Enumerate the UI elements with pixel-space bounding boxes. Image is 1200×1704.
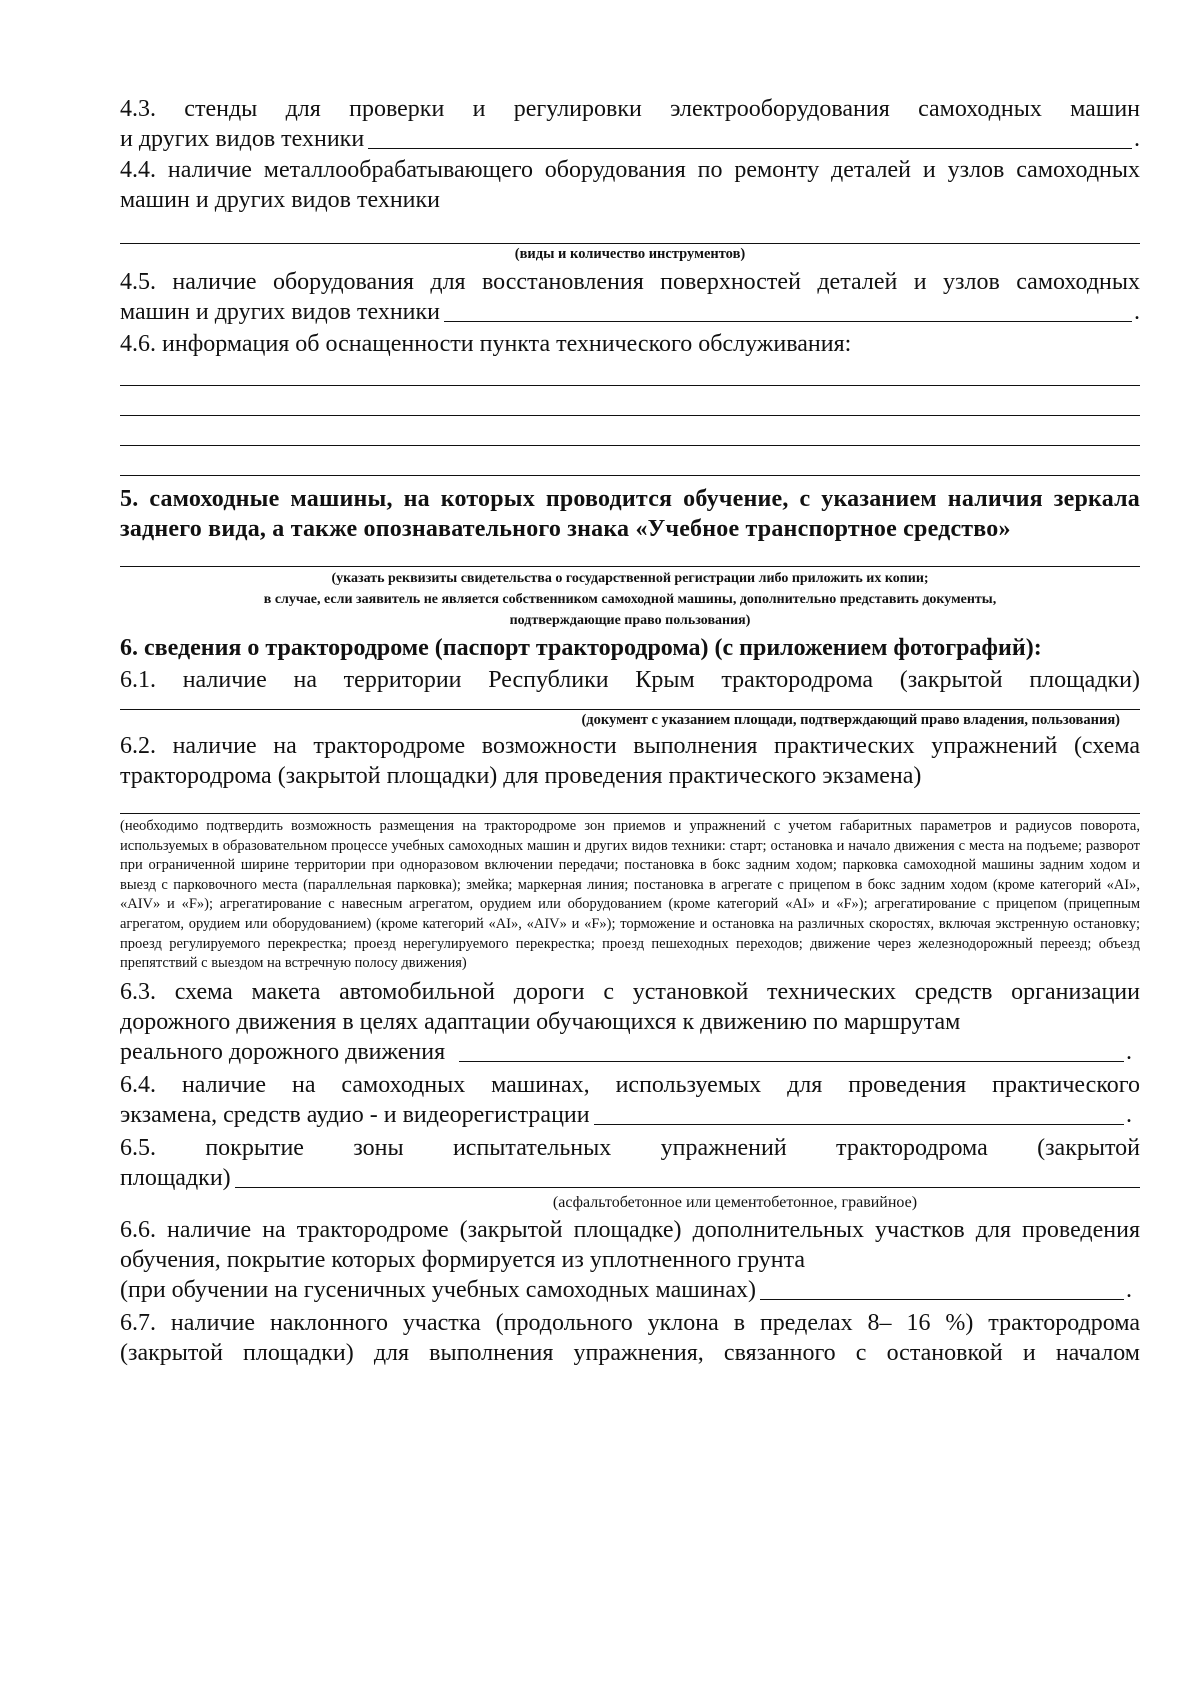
section-5-caption-3: подтверждающие право пользования) <box>509 613 751 628</box>
item-6-4-line1: 6.4. наличие на самоходных машинах, используемых для проведения практического <box>120 1071 1140 1098</box>
item-6-2-note: (необходимо подтвердить возможность размещения на трактородроме зон приемов и упражнений с учетом габаритных параметров и радиусов поворота, используемых в образовательном процессе учебных самоходных машин и других видов техники: старт; остановка и начало движения с места на подъеме; разворот при ограниченной ширине территории при одноразовом включении передачи; постановка в бокс задним ходом; парковка самоходной машины задним ходом и выезд с парковочного места (параллельная парковка); змейка; маркерная линия; постановка в агрегате с прицепом в бокс задним ходом (кроме категорий «AI», «AIV» и «F»); агрегатирование с навесным агрегатом, орудием или оборудованием (кроме категорий «AI» и «F»); агрегатирование с прицепом (прицепным агрегатом, орудием или оборудованием) (кроме категорий «AI», «AIV» и «F»); торможение и остановка на различных скоростях, включая экстренную остановку; проезд регулируемого перекрестка; проезд нерегулируемого перекрестка; проезд пешеходных переходов; движение через железнодорожный переезд; объезд препятствий с выездом на встречную полосу движения) <box>120 818 1140 972</box>
item-4-6-blank-line <box>120 359 1140 386</box>
item-4-6-blank-line <box>120 386 1140 416</box>
section-6-text: 6. сведения о трактородроме (паспорт трактородрома) (с приложением фотографий): <box>120 635 1042 661</box>
item-4-6-blank-line <box>120 416 1140 446</box>
item-4-6-text: 4.6. информация об оснащенности пункта технического обслуживания: <box>120 331 852 357</box>
item-6-1-caption: (документ с указанием площади, подтверждающий право владения, пользования) <box>581 712 1120 728</box>
item-6-1-text: 6.1. наличие на территории Республики Крым трактородрома (закрытой площадки) <box>120 667 1140 693</box>
item-4-3-fill-line <box>368 148 1132 149</box>
item-4-3-end: . <box>1134 126 1140 152</box>
item-6-4-row <box>120 1100 1140 1130</box>
item-6-2-fill-line <box>120 813 1140 814</box>
section-5-caption-1: (указать реквизиты свидетельства о государственной регистрации либо приложить их копии; <box>331 571 929 586</box>
item-6-4-end: . <box>1126 1101 1132 1128</box>
item-6-5-line2: площадки) <box>120 1164 231 1191</box>
item-4-5-line2: машин и других видов техники <box>120 299 441 325</box>
item-6-5-line1: 6.5. покрытие зоны испытательных упражнений трактородрома (закрытой <box>120 1134 1140 1161</box>
item-6-1-fill-line <box>120 709 1140 710</box>
item-6-3-line-last: реального дорожного движения <box>120 1038 446 1065</box>
item-6-2-text: 6.2. наличие на трактородроме возможности выполнения практических упражнений (схема трактородрома (закрытой площадки) для проведения практического экзамена) <box>120 733 1140 789</box>
item-6-3-end: . <box>1126 1038 1132 1065</box>
item-4-3-row <box>120 124 1140 154</box>
item-6-3-fill-line <box>459 1061 1124 1062</box>
item-6-4-fill-line <box>594 1124 1124 1125</box>
item-6-6-fill-line <box>760 1299 1124 1300</box>
item-4-3-line1: 4.3. стенды для проверки и регулировки электрооборудования самоходных машин <box>120 96 1140 122</box>
item-4-5-line1: 4.5. наличие оборудования для восстановления поверхностей деталей и узлов самоходных <box>120 269 1140 295</box>
item-4-3-line2: и других видов техники <box>120 126 365 152</box>
item-4-4-caption: (виды и количество инструментов) <box>514 246 746 262</box>
item-6-6-line-last: (при обучении на гусеничных учебных самоходных машинах) <box>120 1276 757 1303</box>
document-page <box>120 94 1140 1368</box>
item-4-4-fill-line <box>120 243 1140 244</box>
item-6-5-row <box>120 1163 1140 1193</box>
item-6-3-text: 6.3. схема макета автомобильной дороги с установкой технических средств организации дорожного движения в целях адаптации обучающихся к движению по маршрутам <box>120 978 1140 1035</box>
section-5-text: 5. самоходные машины, на которых проводится обучение, с указанием наличия зеркала заднего вида, а также опознавательного знака «Учебное транспортное средство» <box>120 486 1140 542</box>
item-4-4-text: 4.4. наличие металлообрабатывающего оборудования по ремонту деталей и узлов самоходных машин и других видов техники <box>120 157 1140 213</box>
item-6-5-caption: (асфальтобетонное или цементобетонное, гравийное) <box>552 1193 918 1211</box>
item-4-5-row <box>120 297 1140 327</box>
item-6-4-line2: экзамена, средств аудио - и видеорегистрации <box>120 1101 590 1128</box>
item-6-3-row <box>120 1037 1140 1067</box>
item-6-5-fill-line <box>235 1187 1140 1188</box>
item-6-6-row <box>120 1275 1140 1305</box>
item-4-5-fill-line <box>444 321 1132 322</box>
item-6-6-end: . <box>1126 1276 1132 1303</box>
section-5-caption-2: в случае, если заявитель не является собственником самоходной машины, дополнительно представить документы, <box>263 592 997 607</box>
item-4-5-end: . <box>1134 299 1140 325</box>
item-4-6-blank-line <box>120 446 1140 476</box>
item-6-6-text: 6.6. наличие на трактородроме (закрытой площадке) дополнительных участков для проведения обучения, покрытие которых формируется из уплотненного грунта <box>120 1216 1140 1273</box>
item-6-7-text: 6.7. наличие наклонного участка (продольного уклона в пределах 8– 16 %) трактородрома (закрытой площадки) для выполнения упражнения, связанного с остановкой и началом <box>120 1309 1140 1366</box>
section-5-fill-line <box>120 566 1140 567</box>
